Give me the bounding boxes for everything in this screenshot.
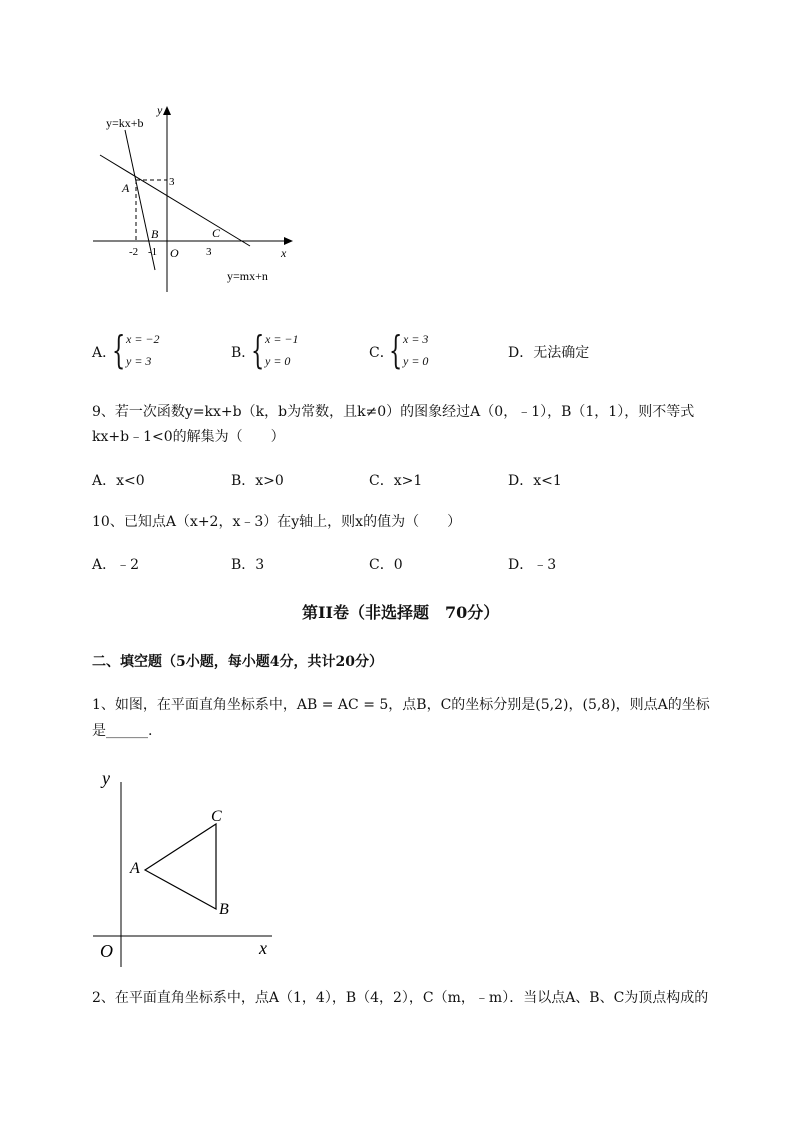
tick-x-neg1: -1 — [148, 246, 158, 258]
point-b-label: B — [151, 227, 159, 241]
q9-stem-line2: kx+b﹣1<0的解集为（ ） — [92, 429, 285, 445]
option-letter: C． — [369, 345, 394, 361]
system-line-2: y = 0 — [265, 354, 291, 368]
q9-option-b: B．x>0 — [231, 473, 284, 489]
triangle-abc — [145, 824, 216, 909]
q10-option-d: D．﹣3 — [508, 557, 557, 573]
tick-x-neg2: -2 — [129, 246, 139, 258]
option-text: 无法确定 — [533, 345, 590, 361]
fill1-stem-line1: 1、如图，在平面直角坐标系中，AB = AC = 5，点B，C的坐标分别是(5,2)，(5,8)，则点A的坐标 — [92, 697, 710, 713]
origin-label: O — [100, 941, 113, 961]
q10-option-b: B．3 — [231, 557, 265, 573]
option-letter: B． — [231, 345, 256, 361]
axis-label-y: y — [102, 768, 110, 788]
system-line-1: x = 3 — [403, 332, 429, 346]
system-line-2: y = 0 — [403, 354, 429, 368]
q10-option-a: A．﹣2 — [92, 557, 140, 573]
q9-option-c: C．x>1 — [369, 473, 423, 489]
label-kx-plus-b: y=kx+b — [106, 116, 144, 130]
linear-functions-graph — [90, 100, 305, 300]
system-line-2: y = 3 — [126, 354, 152, 368]
point-c-label: C — [212, 226, 221, 240]
y-axis-arrow — [163, 106, 171, 115]
axis-label-x: x — [281, 246, 287, 260]
x-axis-arrow — [284, 237, 293, 245]
left-brace: { — [389, 328, 403, 372]
q9-stem-line1: 9、若一次函数y=kx+b（k，b为常数，且k≠0）的图象经过A（0，﹣1），B（1，1），则不等式 — [92, 404, 695, 420]
section-subtitle: 二、填空题（5小题，每小题4分，共计20分） — [92, 654, 383, 670]
point-c-label: C — [211, 808, 222, 825]
left-brace: { — [112, 328, 126, 372]
point-a-label: A — [122, 181, 130, 195]
origin-label: O — [170, 246, 179, 260]
label-mx-plus-n: y=mx+n — [227, 269, 268, 283]
q10-option-c: C．0 — [369, 557, 403, 573]
system-line-1: x = −1 — [265, 332, 299, 346]
fill1-stem-line2: 是______. — [92, 723, 153, 739]
tick-y-3: 3 — [169, 176, 175, 188]
line-mx-plus-n — [100, 155, 250, 246]
q10-stem: 10、已知点A（x+2，x﹣3）在y轴上，则x的值为（ ） — [92, 514, 462, 530]
section-title: 第II卷（非选择题 70分） — [302, 603, 500, 622]
left-brace: { — [251, 328, 265, 372]
q9-option-d: D．x<1 — [508, 473, 562, 489]
option-letter: D． — [508, 345, 534, 361]
q8-option-d — [508, 344, 589, 362]
axis-label-y: y — [157, 103, 163, 117]
q9-option-a: A．x<0 — [92, 473, 145, 489]
system-line-1: x = −2 — [126, 332, 160, 346]
fill2-stem-line1: 2、在平面直角坐标系中，点A（1，4），B（4，2），C（m，﹣m）．当以点A、B、C为顶点构成的 — [92, 990, 709, 1006]
point-a-label: A — [130, 860, 140, 877]
point-b-label: B — [219, 901, 229, 918]
tick-x-3: 3 — [206, 246, 212, 258]
option-letter: A． — [92, 345, 117, 361]
axis-label-x: x — [259, 938, 267, 958]
triangle-coordinate-graph — [90, 762, 285, 968]
